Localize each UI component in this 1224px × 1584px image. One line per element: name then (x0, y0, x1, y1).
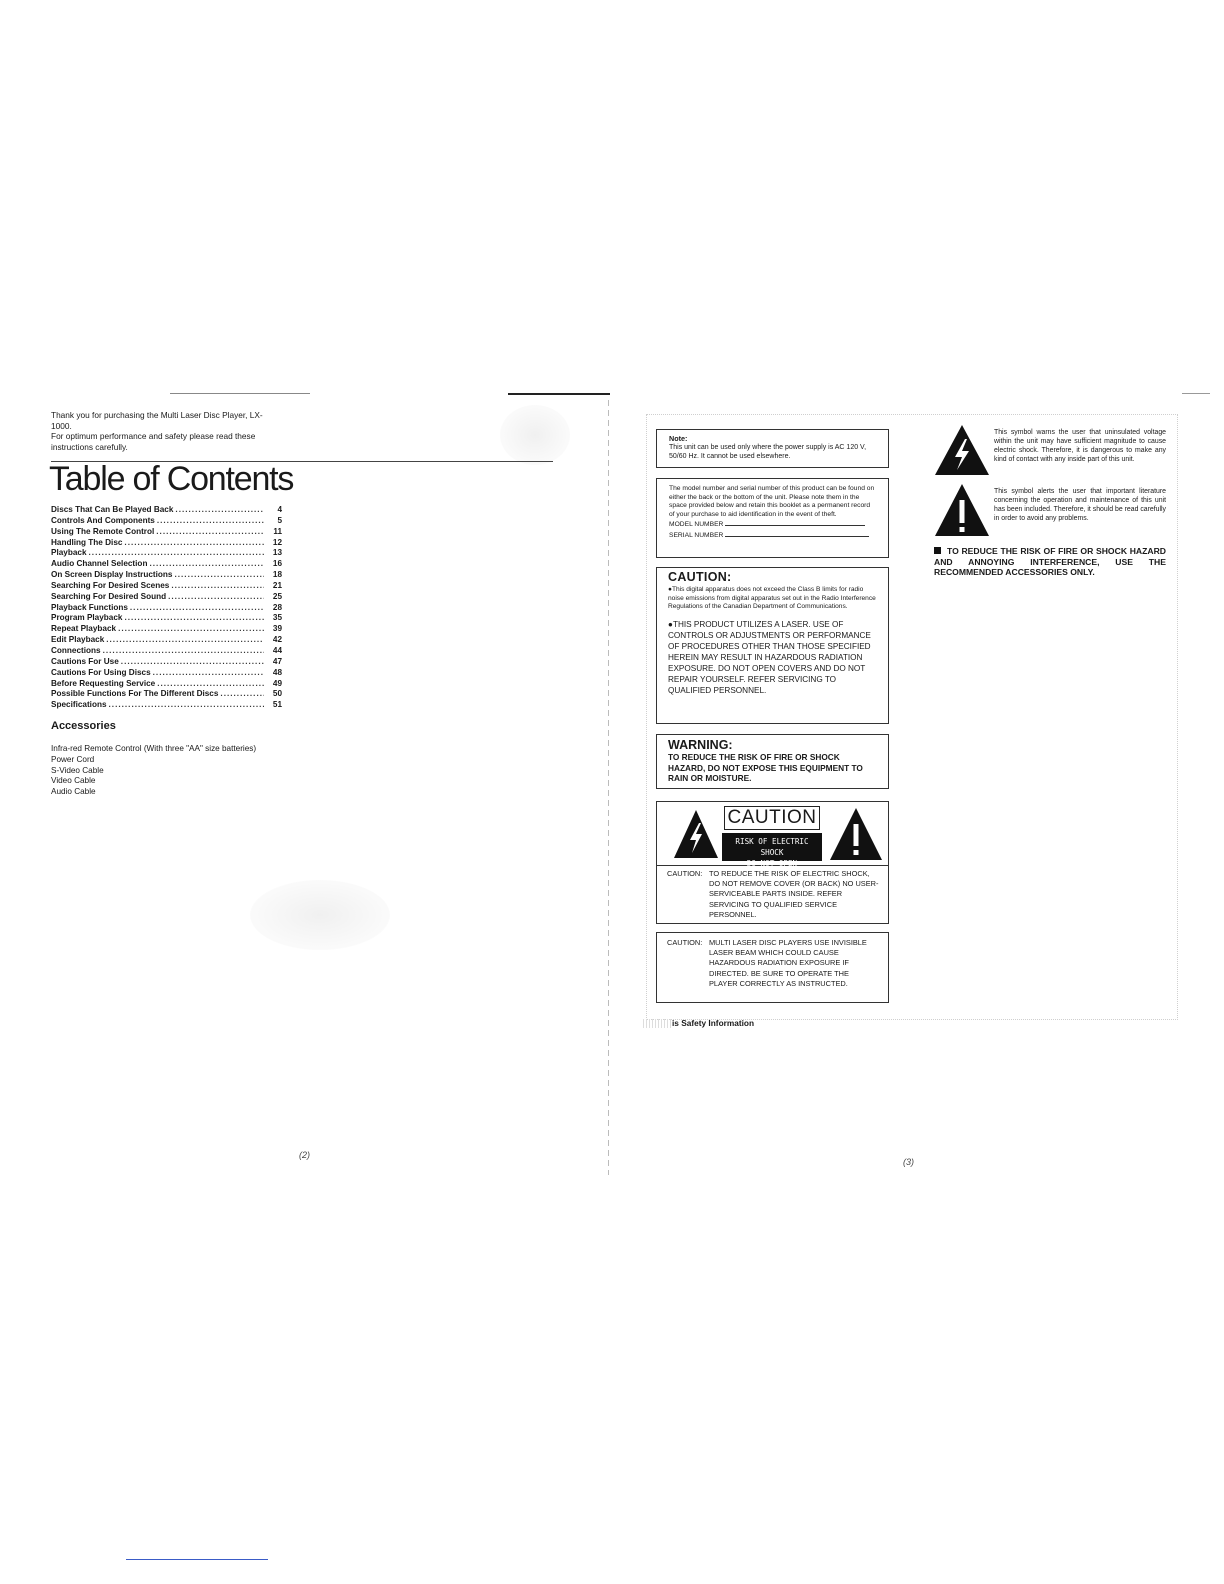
shock-caution-body: TO REDUCE THE RISK OF ELECTRIC SHOCK, DO NOT REMOVE COVER (OR BACK) NO USER-SERVICEABLE PARTS INSIDE. REFER SERVICING TO QUALIFIED SERVICE PERSONNEL. (709, 869, 879, 919)
toc-entry (51, 624, 282, 635)
toc-entry-page: 51 (272, 700, 282, 710)
page-number: (2) (299, 1150, 310, 1160)
toc-leader-dots (171, 581, 264, 592)
toc-leader-dots (118, 624, 264, 635)
intro-paragraph: Thank you for purchasing the Multi Laser Disc Player, LX-1000. (51, 410, 263, 431)
toc-entry-page: 49 (272, 678, 282, 688)
toc-entry-page: 21 (272, 580, 282, 590)
caution-box (656, 567, 889, 724)
caution-paragraph: ●This digital apparatus does not exceed the Class B limits for radio noise emissions from digital apparatus set out in the Radio Interference Regulations of the Canadian Department of Communications. (668, 586, 876, 611)
warning-heading: WARNING: (668, 738, 733, 752)
toc-entry (51, 592, 282, 603)
toc-entry-page: 50 (272, 689, 282, 699)
exclamation-symbol-icon (934, 483, 990, 537)
toc-entry (51, 570, 282, 581)
shock-caution-text (667, 869, 879, 920)
toc-entry-label: Cautions For Use (51, 656, 119, 666)
laser-caution-label: CAUTION: (667, 938, 703, 947)
scan-smudge (500, 405, 570, 465)
caution-heading: CAUTION: (668, 570, 732, 584)
toc-entry-label: Connections (51, 645, 101, 655)
note-box (656, 429, 889, 468)
toc-entry (51, 538, 282, 549)
lightning-symbol-icon (934, 424, 990, 476)
accessories-list (51, 744, 256, 798)
toc-entry (51, 603, 282, 614)
toc-leader-dots (103, 646, 264, 657)
warning-box (656, 734, 889, 789)
toc-entry-page: 16 (272, 559, 282, 569)
toc-leader-dots (149, 559, 264, 570)
serial-number-line (725, 530, 869, 537)
model-number-box (656, 478, 889, 558)
toc-entry-label: Searching For Desired Scenes (51, 580, 170, 590)
toc-entry-page: 25 (272, 591, 282, 601)
page-title: Table of Contents (49, 460, 294, 498)
list-item: S-Video Cable (51, 765, 104, 775)
scan-artifact (643, 1019, 671, 1028)
toc-entry (51, 613, 282, 624)
toc-entry-label: Program Playback (51, 613, 123, 623)
toc-entry (51, 689, 282, 700)
shock-caution-label: CAUTION: (667, 869, 703, 878)
model-number-label: MODEL NUMBER (669, 521, 724, 529)
sign-line: RISK OF ELECTRIC SHOCK (735, 837, 809, 857)
safety-caption: is Safety Information (672, 1018, 755, 1028)
toc-leader-dots (174, 570, 264, 581)
toc-entry-page: 5 (277, 515, 282, 525)
toc-leader-dots (109, 700, 264, 711)
toc-entry (51, 635, 282, 646)
scan-smudge (250, 880, 390, 950)
lightning-symbol-text: This symbol warns the user that uninsulated voltage within the unit may have sufficient magnitude to cause electric shock. Therefore, it is dangerous to make any kind of contact with any inside part of this unit. (994, 429, 1166, 463)
table-of-contents (51, 505, 282, 711)
toc-entry (51, 646, 282, 657)
toc-entry-page: 35 (272, 613, 282, 623)
toc-leader-dots (168, 592, 264, 603)
toc-leader-dots (124, 613, 264, 624)
toc-entry (51, 505, 282, 516)
toc-entry (51, 700, 282, 711)
toc-entry-label: On Screen Display Instructions (51, 570, 173, 580)
toc-leader-dots (89, 548, 264, 559)
toc-leader-dots (130, 603, 264, 614)
toc-entry (51, 581, 282, 592)
toc-entry-page: 28 (272, 602, 282, 612)
top-rule-left (170, 393, 310, 394)
page-number: (3) (903, 1157, 914, 1167)
laser-caution-text (667, 938, 879, 989)
toc-leader-dots (124, 538, 264, 549)
toc-entry-page: 11 (273, 526, 282, 536)
intro-paragraph: For optimum performance and safety please read these instructions carefully. (51, 431, 256, 452)
toc-leader-dots (175, 505, 264, 516)
toc-entry-label: Controls And Components (51, 515, 155, 525)
toc-entry-label: Discs That Can Be Played Back (51, 505, 174, 514)
toc-leader-dots (157, 679, 264, 690)
accessories-warning-text: TO REDUCE THE RISK OF FIRE OR SHOCK HAZARD AND ANNOYING INTERFERENCE, USE THE RECOMMENDED ACCESSORIES ONLY. (934, 546, 1166, 578)
toc-entry-label: Handling The Disc (51, 537, 123, 547)
laser-caution-box (656, 932, 889, 1003)
toc-entry-page: 42 (272, 635, 282, 645)
toc-entry (51, 559, 282, 570)
bottom-link-rule (126, 1559, 268, 1560)
note-text: This unit can be used only where the power supply is AC 120 V, 50/60 Hz. It cannot be used elsewhere. (669, 443, 867, 460)
toc-entry (51, 548, 282, 559)
toc-entry-page: 4 (277, 505, 282, 514)
lightning-warning-icon (673, 809, 719, 859)
top-rule-right (1182, 393, 1210, 394)
toc-entry (51, 516, 282, 527)
toc-entry-label: Possible Functions For The Different Discs (51, 689, 219, 699)
toc-entry (51, 679, 282, 690)
toc-entry-page: 48 (272, 667, 282, 677)
toc-leader-dots (156, 527, 264, 538)
toc-leader-dots (153, 668, 264, 679)
toc-leader-dots (121, 657, 264, 668)
square-bullet-icon (934, 547, 941, 554)
exclamation-warning-icon (829, 807, 883, 861)
toc-entry-page: 18 (272, 570, 282, 580)
toc-entry-label: Playback Functions (51, 602, 128, 612)
toc-leader-dots (106, 635, 264, 646)
caution-paragraph: ●THIS PRODUCT UTILIZES A LASER. USE OF CONTROLS OR ADJUSTMENTS OR PERFORMANCE OF PROCEDURES OTHER THAN THOSE SPECIFIED HEREIN MAY RESULT IN HAZARDOUS RADIATION EXPOSURE. DO NOT OPEN COVERS AND DO NOT REPAIR YOURSELF. REFER SERVICING TO QUALIFIED PERSONNEL. (668, 620, 871, 696)
toc-entry-label: Searching For Desired Sound (51, 591, 167, 601)
top-rule-center (508, 393, 610, 395)
serial-number-label: SERIAL NUMBER (669, 531, 724, 539)
caution-label (722, 806, 822, 868)
list-item: Video Cable (51, 776, 96, 786)
accessories-heading: Accessories (51, 720, 116, 732)
sign-line: DO NOT OPEN (746, 859, 798, 868)
toc-entry-label: Before Requesting Service (51, 678, 156, 688)
toc-entry-page: 39 (272, 624, 282, 634)
warning-text: TO REDUCE THE RISK OF FIRE OR SHOCK HAZARD, DO NOT EXPOSE THIS EQUIPMENT TO RAIN OR MOISTURE. (668, 752, 863, 784)
toc-leader-dots (220, 689, 264, 700)
accessories-warning (934, 546, 1166, 578)
shock-sign-box (656, 801, 889, 924)
toc-entry (51, 527, 282, 538)
list-item: Infra-red Remote Control (With three "AA" size batteries) (51, 744, 257, 753)
toc-entry-page: 13 (272, 548, 282, 558)
page-fold (608, 400, 609, 1175)
toc-entry-label: Edit Playback (51, 635, 105, 645)
toc-entry-page: 44 (272, 645, 282, 655)
shock-warning-label (722, 833, 822, 868)
toc-entry-label: Cautions For Using Discs (51, 667, 151, 677)
toc-entry-label: Using The Remote Control (51, 526, 155, 536)
list-item: Power Cord (51, 754, 95, 764)
laser-caution-body: MULTI LASER DISC PLAYERS USE INVISIBLE LASER BEAM WHICH COULD CAUSE HAZARDOUS RADIATION EXPOSURE IF DIRECTED. BE SURE TO OPERATE THE PLAYER CORRECTLY AS INSTRUCTED. (709, 938, 867, 988)
toc-entry-page: 12 (272, 537, 282, 547)
caution-sign (657, 802, 888, 866)
toc-entry-label: Playback (51, 548, 87, 558)
model-number-line (725, 519, 865, 526)
caution-word: CAUTION (724, 806, 820, 830)
model-text: The model number and serial number of this product can be found on either the back or the bottom of the unit. Please note them in the space provided below and retain this booklet as a permanent record of your purchase to aid identification in the event of theft. (669, 485, 875, 518)
intro-text (51, 410, 283, 452)
toc-entry (51, 657, 282, 668)
toc-entry-page: 47 (272, 656, 282, 666)
exclamation-symbol-text: This symbol alerts the user that important literature concerning the operation and maintenance of this unit has been included. Therefore, it should be read carefully in order to avoid any problems. (994, 488, 1166, 522)
toc-entry-label: Audio Channel Selection (51, 559, 148, 569)
list-item: Audio Cable (51, 787, 96, 797)
toc-entry (51, 668, 282, 679)
toc-entry-label: Specifications (51, 700, 107, 710)
toc-leader-dots (157, 516, 264, 527)
note-heading: Note: (669, 434, 688, 443)
toc-entry-label: Repeat Playback (51, 624, 117, 634)
